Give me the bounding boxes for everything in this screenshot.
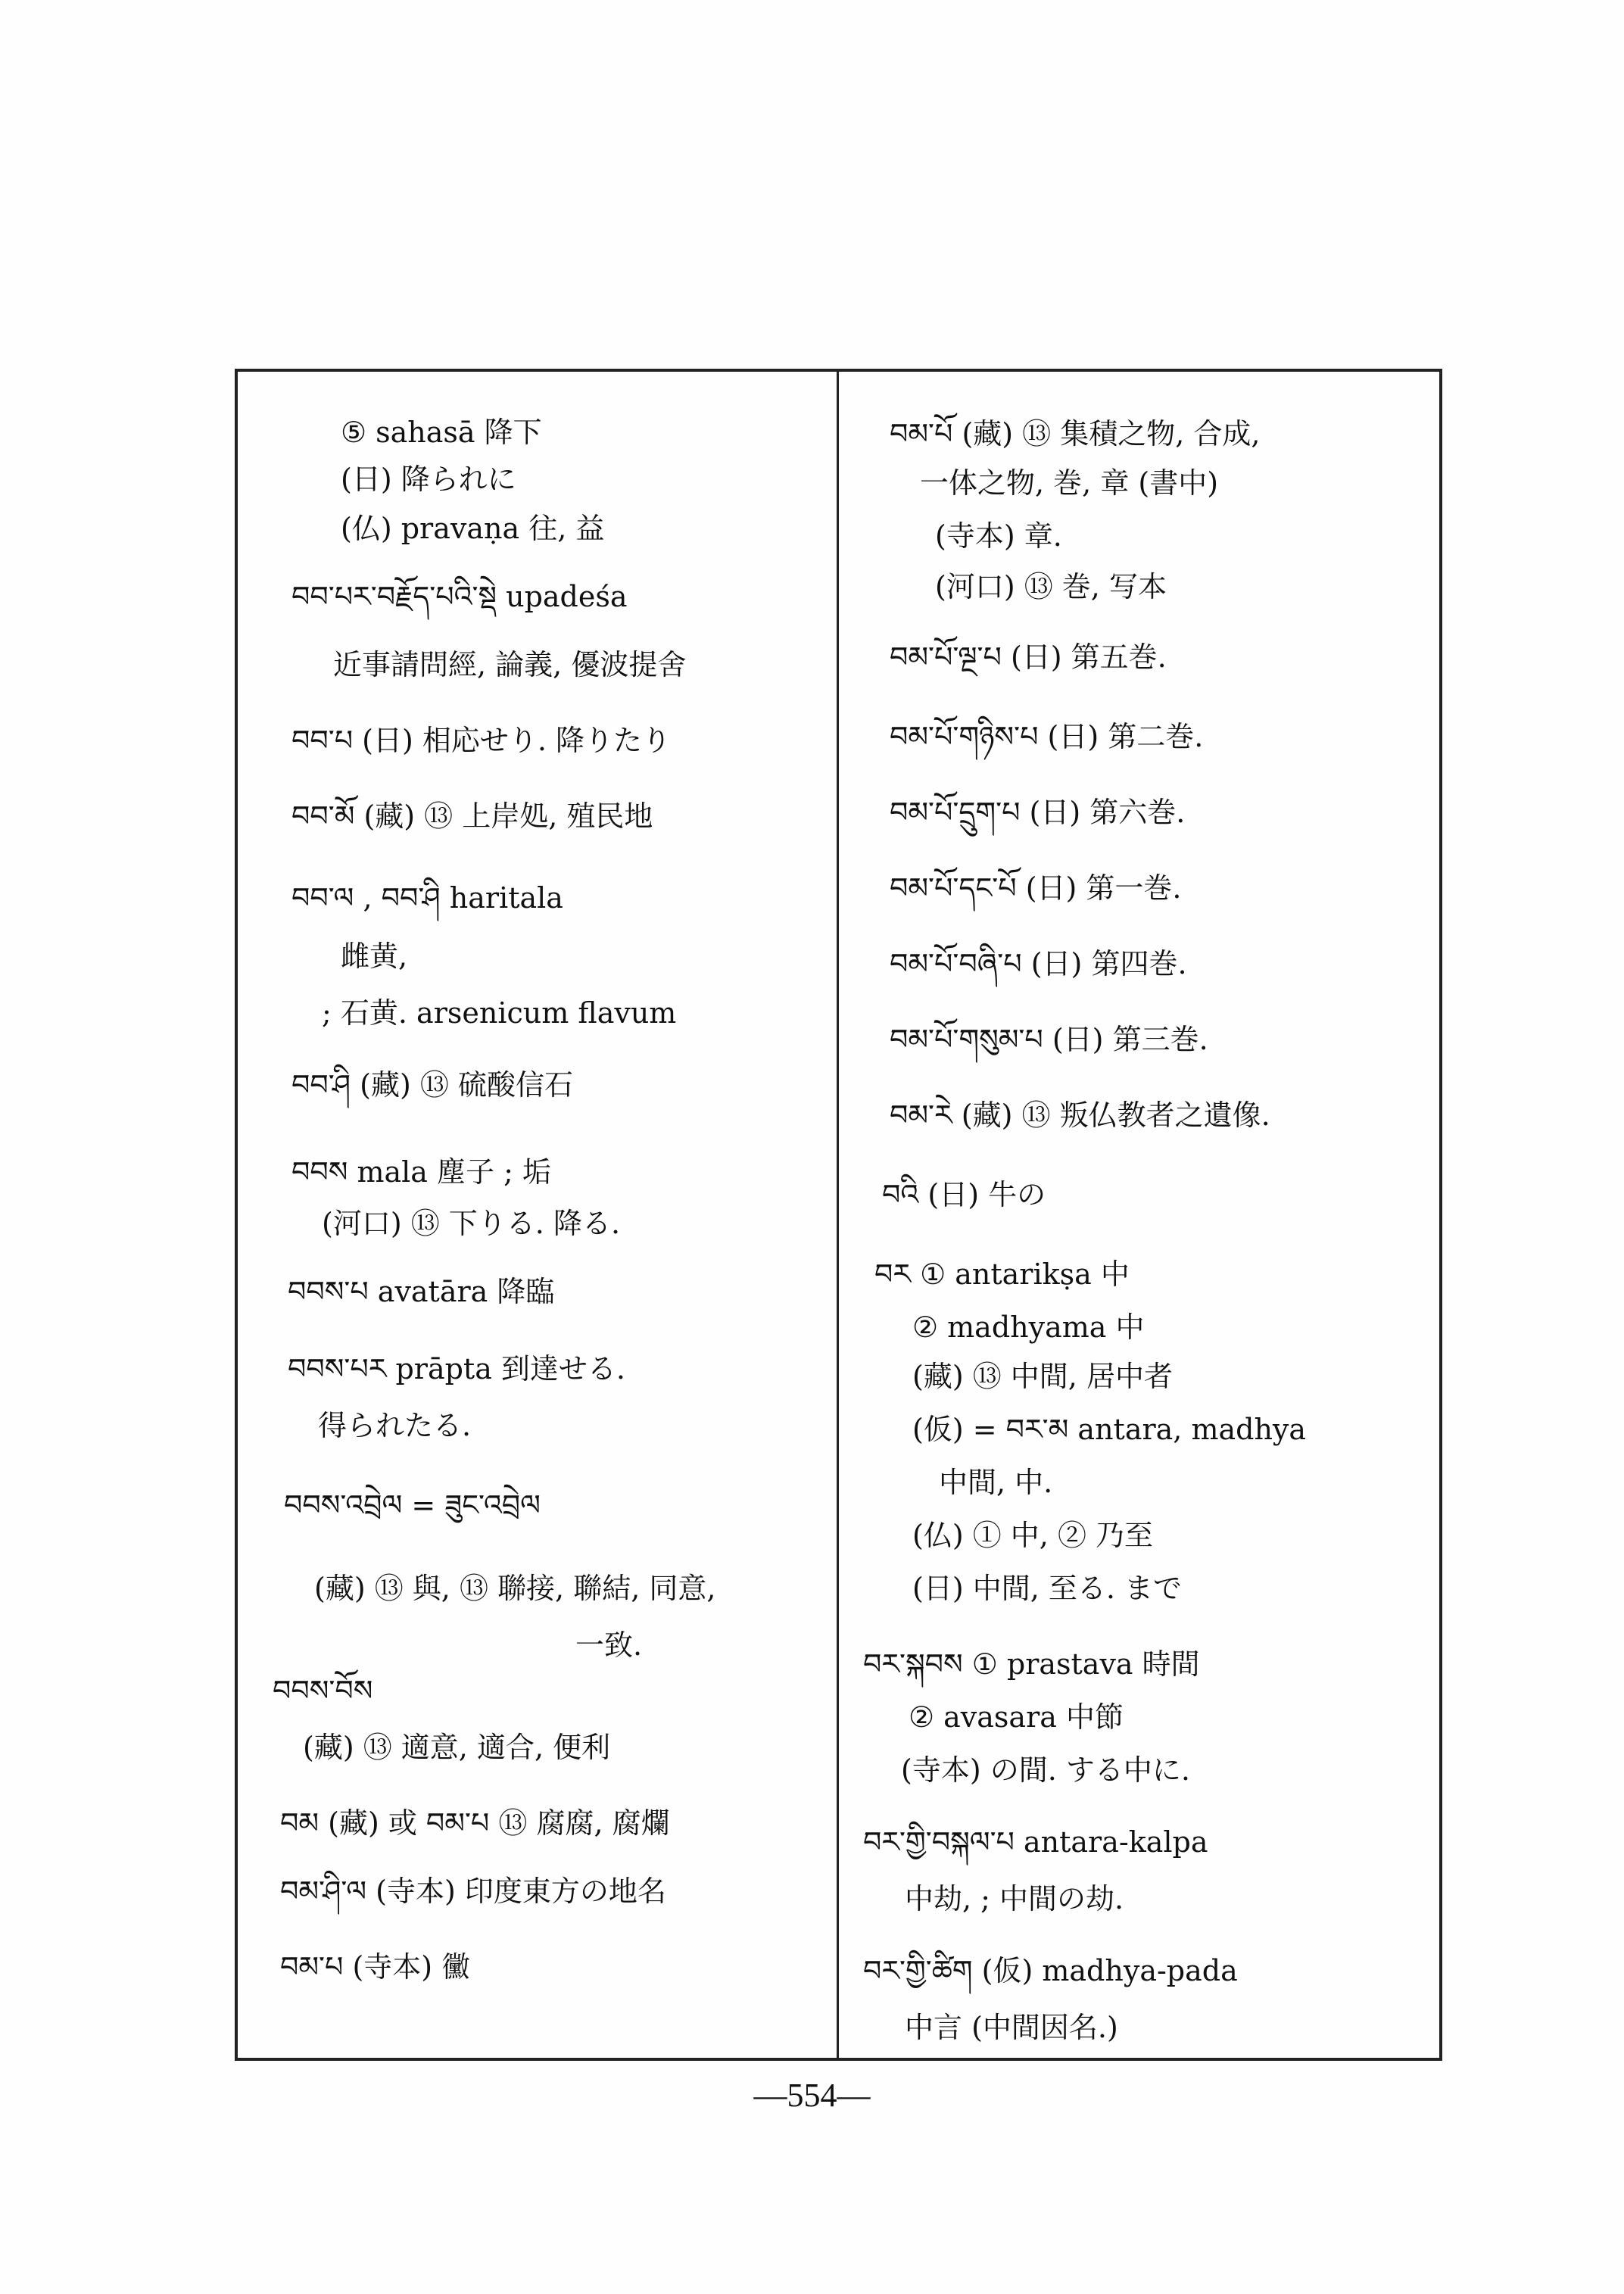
entry-line: 近事請問經, 論義, 優波提舍 bbox=[333, 648, 687, 681]
entry-line: བམ་རེ (藏) ⑬ 叛仏教者之遺像. bbox=[890, 1099, 1270, 1132]
entry-line: 中劫, ; 中間の劫. bbox=[905, 1882, 1124, 1915]
entry-line: 得られたる. bbox=[318, 1409, 472, 1442]
entry-line: བར ① antarikṣa 中 bbox=[874, 1258, 1130, 1291]
entry-line: བམ་པོ་གསུམ་པ (日) 第三巻. bbox=[890, 1023, 1208, 1056]
entry-line: (仏) pravaṇa 往, 益 bbox=[341, 512, 605, 545]
entry-line: ② avasara 中節 bbox=[909, 1700, 1124, 1734]
entry-line: བམ་པོ་དང་པོ (日) 第一巻. bbox=[890, 871, 1182, 905]
entry-line: (寺本) の間. する中に. bbox=[901, 1753, 1190, 1787]
entry-line: བབ་མོ (藏) ⑬ 上岸処, 殖民地 bbox=[291, 799, 653, 833]
entry-line: ② madhyama 中 bbox=[912, 1311, 1145, 1344]
entry-line: (河口) ⑬ 下りる. 降る. bbox=[322, 1207, 621, 1240]
entry-line: བར་གྱི་ཚིག (仮) madhya-pada bbox=[863, 1954, 1238, 1987]
entry-line: བའི (日) 牛の bbox=[882, 1178, 1046, 1211]
entry-line: བབ་ཤི (藏) ⑬ 硫酸信石 bbox=[291, 1068, 573, 1102]
entry-line: བབས་བོས bbox=[273, 1674, 373, 1707]
entry-line: 雌黄, bbox=[341, 940, 408, 973]
entry-line: (日) 降られに bbox=[341, 463, 516, 496]
entry-line: བབས mala 塵子 ; 垢 bbox=[291, 1155, 551, 1189]
column-divider bbox=[837, 369, 839, 2061]
entry-line: བམ་པ (寺本) 黴 bbox=[280, 1950, 471, 1984]
entry-line: ⑤ sahasā 降下 bbox=[341, 416, 542, 449]
entry-line: (寺本) 章. bbox=[935, 519, 1062, 553]
entry-line: 中言 (中間因名.) bbox=[905, 2011, 1118, 2044]
entry-line: བམ་པོ (藏) ⑬ 集積之物, 合成, bbox=[890, 417, 1261, 450]
entry-line: བབས་འབྲེལ = ཟུང་འབྲེལ bbox=[284, 1488, 541, 1522]
entry-line: (仏) ① 中, ② 乃至 bbox=[912, 1519, 1154, 1552]
entry-line: བམ (藏) 或 བམ་པ ⑬ 腐腐, 腐爛 bbox=[280, 1806, 670, 1840]
entry-line: (藏) ⑬ 中間, 居中者 bbox=[912, 1360, 1173, 1393]
entry-line: (藏) ⑬ 適意, 適合, 便利 bbox=[303, 1731, 611, 1764]
entry-line: ; 石黄. arsenicum flavum bbox=[322, 996, 677, 1030]
entry-line: 一致. bbox=[575, 1629, 643, 1662]
entry-line: བམ་ཤི་ལ (寺本) 印度東方の地名 bbox=[280, 1875, 666, 1908]
entry-line: བབ་པ (日) 相応せり. 降りたり bbox=[291, 724, 672, 757]
entry-line: བམ་པོ་ལྔ་པ (日) 第五巻. bbox=[890, 641, 1167, 674]
entry-line: བར་སྐབས ① prastava 時間 bbox=[863, 1647, 1200, 1681]
entry-line: བབ་པར་བརྗོད་པའི་སྡེ upadeśa bbox=[291, 580, 628, 613]
entry-line: བམ་པོ་གཉིས་པ (日) 第二巻. bbox=[890, 720, 1204, 753]
page-number: —554— bbox=[753, 2077, 871, 2114]
entry-line: བབས་པར prāpta 到達せる. bbox=[288, 1352, 626, 1385]
entry-line: 中間, 中. bbox=[939, 1466, 1053, 1499]
entry-line: (仮) = བར་མ antara, madhya bbox=[912, 1413, 1307, 1446]
entry-line: བམ་པོ་བཞི་པ (日) 第四巻. bbox=[890, 947, 1187, 980]
entry-line: བབས་པ avatāra 降臨 bbox=[288, 1275, 555, 1308]
entry-line: བམ་པོ་དྲུག་པ (日) 第六巻. bbox=[890, 796, 1186, 829]
entry-line: (日) 中間, 至る. まで bbox=[912, 1572, 1183, 1605]
entry-line: (藏) ⑬ 與, ⑬ 聯接, 聯結, 同意, bbox=[314, 1572, 716, 1605]
entry-line: (河口) ⑬ 巻, 写本 bbox=[935, 570, 1167, 603]
entry-line: 一体之物, 巻, 章 (書中) bbox=[920, 466, 1219, 500]
entry-line: བར་གྱི་བསྐལ་པ antara-kalpa bbox=[863, 1825, 1208, 1859]
entry-line: བབ་ལ , བབ་ཤི haritala bbox=[291, 881, 563, 915]
